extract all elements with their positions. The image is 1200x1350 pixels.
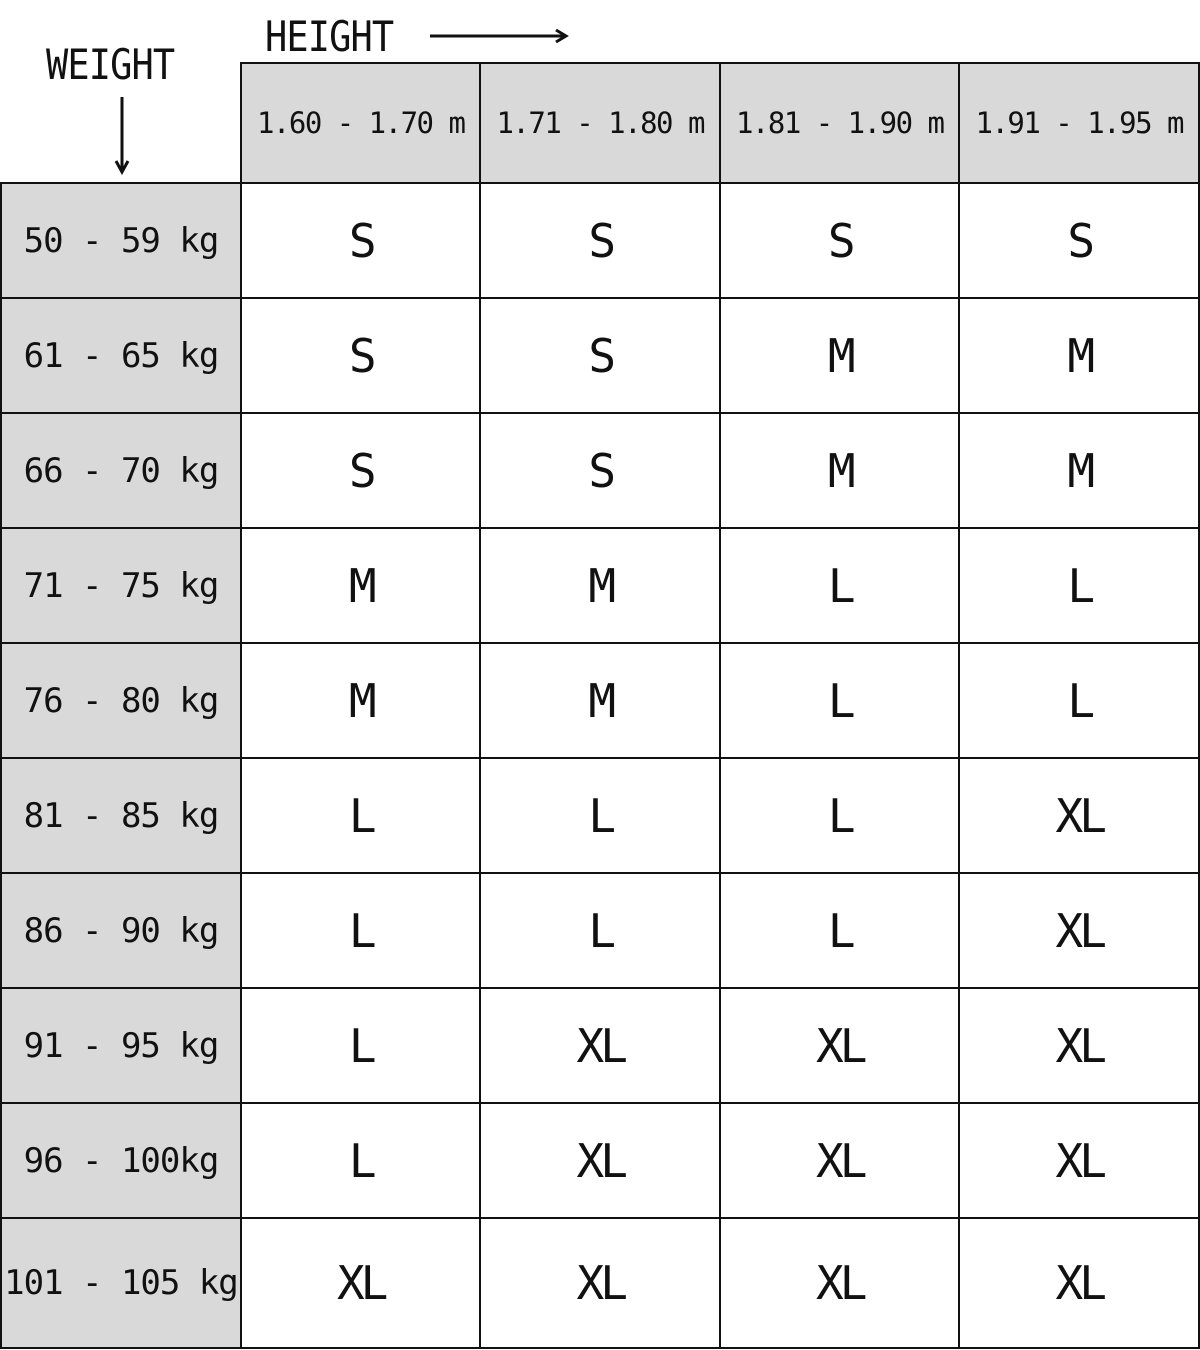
weight-row-header: 71 - 75 kg — [1, 528, 241, 643]
weight-row-header: 50 - 59 kg — [1, 183, 241, 298]
size-cell: L — [241, 988, 481, 1103]
size-cell: S — [480, 183, 720, 298]
height-column-header: 1.60 - 1.70 m — [241, 63, 481, 183]
table-row — [1, 873, 1199, 988]
height-column-header: 1.81 - 1.90 m — [720, 63, 960, 183]
size-cell: XL — [720, 1218, 960, 1348]
size-cell: S — [480, 413, 720, 528]
table-row — [1, 183, 1199, 298]
size-cell: XL — [480, 1218, 720, 1348]
size-cell: XL — [720, 988, 960, 1103]
right-arrow-icon — [428, 26, 573, 46]
size-cell: XL — [720, 1103, 960, 1218]
size-cell: XL — [480, 988, 720, 1103]
size-cell: S — [720, 183, 960, 298]
table-row — [1, 1103, 1199, 1218]
height-column-header: 1.71 - 1.80 m — [480, 63, 720, 183]
size-cell: L — [241, 1103, 481, 1218]
height-header-row — [1, 63, 1199, 183]
size-chart-body — [1, 183, 1199, 1348]
weight-row-header: 96 - 100kg — [1, 1103, 241, 1218]
table-row — [1, 758, 1199, 873]
weight-row-header: 101 - 105 kg — [1, 1218, 241, 1348]
size-cell: M — [241, 528, 481, 643]
size-cell: M — [720, 413, 960, 528]
weight-row-header: 86 - 90 kg — [1, 873, 241, 988]
size-cell: S — [241, 298, 481, 413]
size-chart-table — [0, 62, 1200, 1349]
size-cell: M — [959, 298, 1199, 413]
height-column-header: 1.91 - 1.95 m — [959, 63, 1199, 183]
size-cell: L — [241, 758, 481, 873]
weight-row-header: 81 - 85 kg — [1, 758, 241, 873]
table-row — [1, 413, 1199, 528]
size-cell: M — [480, 643, 720, 758]
table-row — [1, 528, 1199, 643]
size-cell: L — [480, 873, 720, 988]
weight-row-header: 66 - 70 kg — [1, 413, 241, 528]
size-cell: XL — [959, 1103, 1199, 1218]
table-row — [1, 643, 1199, 758]
size-cell: XL — [241, 1218, 481, 1348]
table-row — [1, 1218, 1199, 1348]
weight-row-header: 76 - 80 kg — [1, 643, 241, 758]
size-cell: XL — [959, 988, 1199, 1103]
size-cell: S — [959, 183, 1199, 298]
size-cell: M — [480, 528, 720, 643]
size-cell: S — [241, 183, 481, 298]
size-cell: XL — [959, 1218, 1199, 1348]
size-cell: XL — [480, 1103, 720, 1218]
table-row — [1, 988, 1199, 1103]
size-cell: L — [959, 643, 1199, 758]
size-cell: L — [720, 873, 960, 988]
weight-row-header: 61 - 65 kg — [1, 298, 241, 413]
weight-row-header: 91 - 95 kg — [1, 988, 241, 1103]
size-cell: L — [241, 873, 481, 988]
size-cell: XL — [959, 873, 1199, 988]
size-cell: L — [959, 528, 1199, 643]
corner-cell — [1, 63, 241, 183]
size-cell: S — [241, 413, 481, 528]
height-axis-label: HEIGHT — [265, 12, 394, 61]
size-cell: L — [720, 643, 960, 758]
size-cell: L — [480, 758, 720, 873]
size-cell: M — [241, 643, 481, 758]
weight-axis-label: WEIGHT — [46, 40, 175, 89]
size-cell: M — [720, 298, 960, 413]
size-cell: L — [720, 758, 960, 873]
size-cell: XL — [959, 758, 1199, 873]
size-cell: M — [959, 413, 1199, 528]
table-row — [1, 298, 1199, 413]
size-cell: L — [720, 528, 960, 643]
size-cell: S — [480, 298, 720, 413]
